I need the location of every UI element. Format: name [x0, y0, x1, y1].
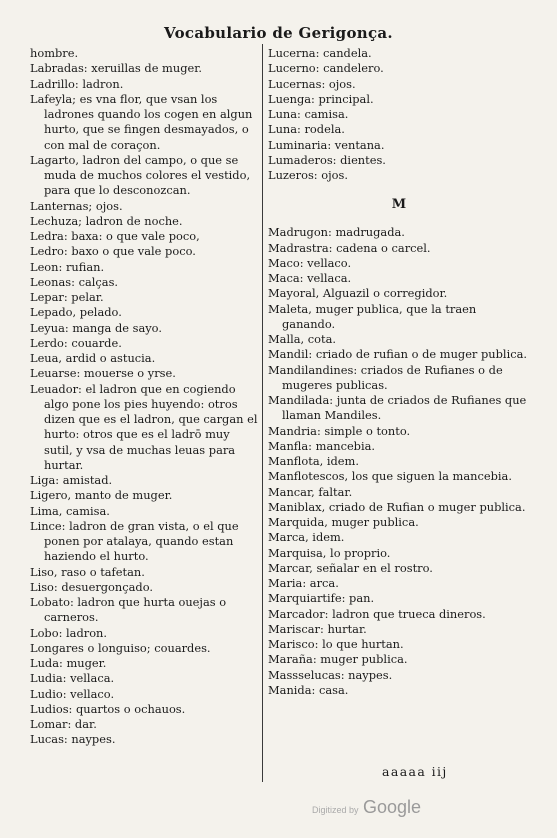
entry: Leuador: el ladron que en cogiendo algo pone los pies huyendo: otros dizen que es el ladron, que cargan el hurto: otros que es el ladrō muy sutil, y vsa de muchas leuas para hurtar. [30, 381, 258, 472]
entry: Luda: muger. [30, 656, 107, 670]
entry: Lomar: dar. [30, 717, 97, 731]
entry: Ledra: baxa: o que vale poco, [30, 229, 200, 243]
entry: Manflota, idem. [268, 454, 359, 468]
entry: Mandilada: junta de criados de Rufianes que llaman Mandiles. [268, 393, 527, 423]
entry: Madrugon: madrugada. [268, 225, 405, 240]
entry: Lucernas: ojos. [268, 76, 356, 91]
entry: Ladrillo: ladron. [30, 76, 124, 91]
entry: Luna: rodela. [268, 122, 345, 137]
section-gap [268, 183, 530, 191]
watermark-prefix: Digitized by [312, 805, 359, 815]
entry: Marcar, señalar en el rostro. [268, 560, 433, 575]
entry: Lechuza; ladron de noche. [30, 213, 183, 228]
entry: Maco: vellaco. [268, 255, 352, 270]
entry: Luna: camisa. [268, 107, 349, 121]
entry: Ligero, manto de muger. [30, 488, 173, 503]
entry: Maria: arca. [268, 576, 339, 590]
entry: Lucerna: candela. [268, 46, 372, 60]
entry: Maleta, muger publica, que la traen ganando. [268, 301, 477, 331]
entry: Marquisa, lo proprio. [268, 545, 391, 560]
entry: Marquiartife: pan. [268, 591, 375, 606]
entry: Liso: desuergonçado. [30, 579, 153, 594]
entry: Ludios: quartos o ochauos. [30, 701, 186, 716]
google-logo-text: Google [362, 797, 422, 817]
right-column [268, 46, 530, 698]
entry: Manfla: mancebia. [268, 438, 376, 453]
entry: Mayoral, Alguazil o corregidor. [268, 286, 448, 301]
entry: Longares o longuiso; couardes. [30, 640, 211, 655]
entry: Lobo: ladron. [30, 625, 108, 640]
entry: Lince: ladron de gran vista, o el que ponen por atalaya, quando estan haziendo el hurto. [30, 518, 239, 564]
entry: Madrastra: cadena o carcel. [268, 240, 431, 255]
entry: Lagarto, ladron del campo, o que se muda de muchos colores el vestido, para que lo desconozcan. [30, 152, 251, 198]
entry: Manida: casa. [268, 682, 349, 697]
entry: Mandria: simple o tonto. [268, 423, 411, 438]
entry: Lafeyla; es vna flor, que vsan los ladrones quando los cogen en algun hurto, que se fingen desmayados, o con mal de coraçon. [30, 91, 253, 152]
entry: Leyua: manga de sayo. [30, 320, 162, 335]
entry: Leua, ardid o astucia. [30, 351, 156, 365]
entry: Lepado, pelado. [30, 305, 122, 320]
entry: Lobato: ladron que hurta ouejas o carneros. [30, 595, 227, 625]
entry: Lepar: pelar. [30, 290, 104, 304]
page-header: Vocabulario de Gerigonça. [164, 24, 393, 42]
entry: Marisco: lo que hurtan. [268, 637, 404, 651]
entry: Lumaderos: dientes. [268, 152, 386, 167]
entry: Ludia: vellaca. [30, 671, 115, 686]
entry: Liso, raso o tafetan. [30, 564, 145, 579]
entry: Lerdo: couarde. [30, 335, 122, 350]
entry: Mariscar: hurtar. [268, 621, 367, 636]
entry: Maraña: muger publica. [268, 652, 408, 667]
entry: Lanternas; ojos. [30, 198, 123, 213]
entry: Marquida, muger publica. [268, 515, 419, 529]
entry: Ludio: vellaco. [30, 686, 115, 701]
entry: Luminaria: ventana. [268, 137, 385, 152]
entry: Lima, camisa. [30, 503, 110, 518]
entry: Maniblax, criado de Rufian o muger publica. [268, 499, 526, 514]
entry: Luzeros: ojos. [268, 168, 348, 182]
entry: Massselucas: naypes. [268, 667, 393, 682]
entry: Manflotescos, los que siguen la mancebia. [268, 469, 512, 484]
entry: Lucerno: candelero. [268, 61, 384, 76]
entry: Mancar, faltar. [268, 484, 353, 499]
entry: Marcador: ladron que trueca dineros. [268, 606, 486, 621]
entry: Marca, idem. [268, 530, 345, 545]
entry: Leuarse: mouerse o yrse. [30, 366, 176, 381]
signature-mark: aaaaa iij [382, 764, 448, 779]
entry: Liga: amistad. [30, 473, 113, 487]
left-column [30, 46, 258, 748]
section-letter: M [391, 197, 407, 213]
entry: Mandilandines: criados de Rufianes o de mugeres publicas. [268, 362, 503, 392]
entry: Maca: vellaca. [268, 271, 352, 285]
entry: Leon: rufian. [30, 259, 105, 274]
entry: Labradas: xeruillas de muger. [30, 61, 203, 76]
entry: Malla, cota. [268, 332, 336, 346]
entry: Luenga: principal. [268, 91, 374, 106]
entry: Mandil: criado de rufian o de muger publica. [268, 347, 527, 362]
column-divider [262, 44, 263, 782]
entry: Lucas: naypes. [30, 732, 116, 747]
entry: hombre. [30, 46, 79, 60]
entry: Ledro: baxo o que vale poco. [30, 244, 196, 259]
digitizer-watermark [312, 797, 421, 818]
entry: Leonas: calças. [30, 274, 119, 289]
